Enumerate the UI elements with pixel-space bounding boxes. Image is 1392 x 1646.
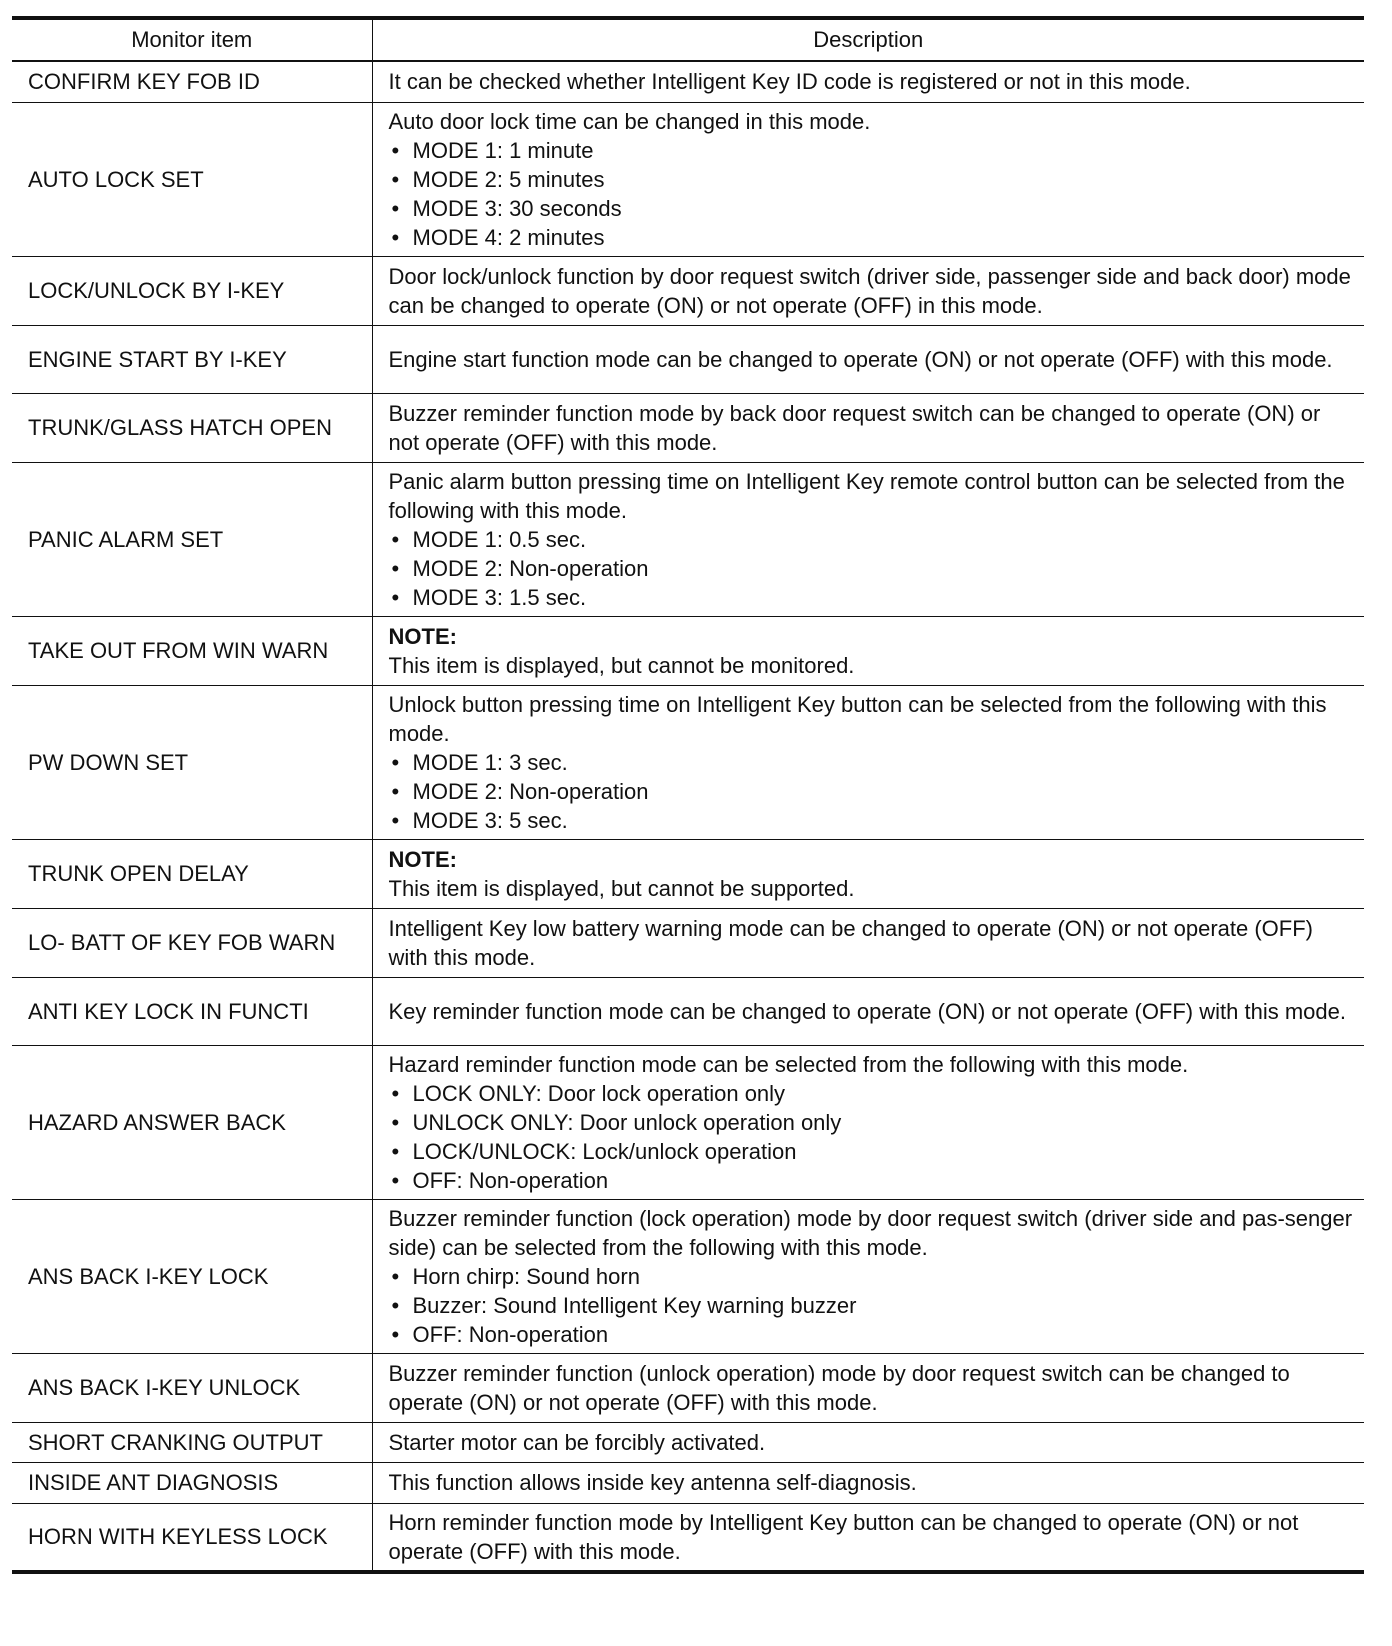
table-row — [12, 1199, 1364, 1353]
description-text: Engine start function mode can be changed to operate (ON) or not operate (OFF) with this mode. — [388, 346, 1333, 372]
table-row — [12, 1422, 1364, 1462]
monitor-item-cell: LO- BATT OF KEY FOB WARN — [12, 908, 372, 977]
option-list-item: • MODE 2: Non-operation — [389, 777, 1355, 806]
table-row — [12, 393, 1364, 462]
table-body — [12, 61, 1364, 1572]
description-text: This item is displayed, but cannot be monitored. — [388, 652, 855, 678]
description-text: Unlock button pressing time on Intelligent Key button can be selected from the following with this mode. — [388, 691, 1327, 746]
monitor-item-cell: HAZARD ANSWER BACK — [12, 1045, 372, 1199]
monitor-item-cell: HORN WITH KEYLESS LOCK — [12, 1503, 372, 1572]
description-cell — [372, 462, 1364, 616]
description-cell — [372, 256, 1364, 325]
description-cell — [372, 1462, 1364, 1503]
description-text: Starter motor can be forcibly activated. — [388, 1429, 766, 1455]
description-cell — [372, 1422, 1364, 1462]
description-cell — [372, 102, 1364, 256]
option-list-item: • MODE 3: 30 seconds — [389, 194, 1355, 223]
monitor-item-cell: LOCK/UNLOCK BY I-KEY — [12, 256, 372, 325]
description-cell — [372, 1045, 1364, 1199]
option-list — [389, 525, 1355, 612]
description-cell — [372, 1503, 1364, 1572]
option-list-item: • MODE 2: Non-operation — [389, 554, 1355, 583]
description-text: It can be checked whether Intelligent Key ID code is registered or not in this mode. — [388, 69, 1191, 95]
monitor-item-cell: AUTO LOCK SET — [12, 102, 372, 256]
option-list-item: • OFF: Non-operation — [389, 1320, 1355, 1349]
table-row — [12, 325, 1364, 393]
option-list-item: • MODE 3: 1.5 sec. — [389, 583, 1355, 612]
option-list-item: • MODE 1: 0.5 sec. — [389, 525, 1355, 554]
option-list-item: • LOCK/UNLOCK: Lock/unlock operation — [389, 1137, 1355, 1166]
option-list-item: • MODE 3: 5 sec. — [389, 806, 1355, 835]
description-text: Door lock/unlock function by door request switch (driver side, passenger side and back door) mode can be changed to operate (ON) or not operate (OFF) in this mode. — [388, 263, 1351, 318]
table-row — [12, 462, 1364, 616]
monitor-item-cell: ANS BACK I-KEY LOCK — [12, 1199, 372, 1353]
table-row — [12, 102, 1364, 256]
description-text: This function allows inside key antenna self-diagnosis. — [388, 1470, 917, 1495]
description-cell — [372, 685, 1364, 839]
table-row — [12, 61, 1364, 102]
monitor-item-cell: TAKE OUT FROM WIN WARN — [12, 616, 372, 685]
monitor-item-cell: PANIC ALARM SET — [12, 462, 372, 616]
table-row — [12, 1353, 1364, 1422]
note-label: NOTE: — [388, 623, 457, 649]
monitor-item-cell: TRUNK OPEN DELAY — [12, 839, 372, 908]
monitor-item-cell: TRUNK/GLASS HATCH OPEN — [12, 393, 372, 462]
table-row — [12, 908, 1364, 977]
option-list — [389, 136, 1355, 252]
monitor-item-cell: ANS BACK I-KEY UNLOCK — [12, 1353, 372, 1422]
option-list-item: • UNLOCK ONLY: Door unlock operation only — [389, 1108, 1355, 1137]
header-description: Description — [372, 18, 1364, 61]
description-text: Intelligent Key low battery warning mode can be changed to operate (ON) or not operate (OFF) with this mode. — [388, 915, 1313, 970]
option-list — [389, 1079, 1355, 1195]
description-cell — [372, 1353, 1364, 1422]
monitor-item-cell: ANTI KEY LOCK IN FUNCTI — [12, 977, 372, 1045]
description-text: Panic alarm button pressing time on Intelligent Key remote control button can be selected from the following with this mode. — [388, 468, 1345, 523]
description-cell — [372, 325, 1364, 393]
table-row — [12, 1045, 1364, 1199]
table-row — [12, 1503, 1364, 1572]
monitor-item-table — [12, 16, 1364, 1574]
description-cell — [372, 977, 1364, 1045]
option-list-item: • MODE 1: 1 minute — [389, 136, 1355, 165]
option-list — [389, 748, 1355, 835]
note-label: NOTE: — [388, 846, 457, 872]
table-row — [12, 839, 1364, 908]
table-row — [12, 977, 1364, 1045]
option-list-item: • LOCK ONLY: Door lock operation only — [389, 1079, 1355, 1108]
option-list — [389, 1262, 1355, 1349]
option-list-item: • Buzzer: Sound Intelligent Key warning buzzer — [389, 1291, 1355, 1320]
description-cell — [372, 61, 1364, 102]
table-header-row — [12, 18, 1364, 61]
description-cell — [372, 616, 1364, 685]
monitor-item-cell: PW DOWN SET — [12, 685, 372, 839]
option-list-item: • OFF: Non-operation — [389, 1166, 1355, 1195]
description-cell — [372, 839, 1364, 908]
header-monitor-item: Monitor item — [12, 18, 372, 61]
description-text: This item is displayed, but cannot be supported. — [388, 875, 855, 901]
description-cell — [372, 1199, 1364, 1353]
option-list-item: • MODE 2: 5 minutes — [389, 165, 1355, 194]
description-text: Key reminder function mode can be changed to operate (ON) or not operate (OFF) with this mode. — [388, 998, 1346, 1024]
option-list-item: • Horn chirp: Sound horn — [389, 1262, 1355, 1291]
description-cell — [372, 393, 1364, 462]
table-row — [12, 616, 1364, 685]
description-text: Auto door lock time can be changed in this mode. — [388, 108, 871, 134]
description-text: Hazard reminder function mode can be selected from the following with this mode. — [388, 1051, 1189, 1077]
monitor-item-cell: SHORT CRANKING OUTPUT — [12, 1422, 372, 1462]
description-text: Horn reminder function mode by Intelligent Key button can be changed to operate (ON) or not operate (OFF) with this mode. — [388, 1509, 1299, 1564]
description-text: Buzzer reminder function (unlock operation) mode by door request switch can be changed to operate (ON) or not operate (OFF) with this mode. — [388, 1360, 1290, 1415]
option-list-item: • MODE 4: 2 minutes — [389, 223, 1355, 252]
table-row — [12, 1462, 1364, 1503]
table-row — [12, 256, 1364, 325]
description-text: Buzzer reminder function (lock operation) mode by door request switch (driver side and pas-senger side) can be selected from the following with this mode. — [388, 1205, 1353, 1260]
monitor-item-cell: INSIDE ANT DIAGNOSIS — [12, 1462, 372, 1503]
table-row — [12, 685, 1364, 839]
monitor-item-cell: ENGINE START BY I-KEY — [12, 325, 372, 393]
monitor-item-cell: CONFIRM KEY FOB ID — [12, 61, 372, 102]
description-text: Buzzer reminder function mode by back door request switch can be changed to operate (ON) or not operate (OFF) with this mode. — [388, 400, 1321, 455]
option-list-item: • MODE 1: 3 sec. — [389, 748, 1355, 777]
description-cell — [372, 908, 1364, 977]
